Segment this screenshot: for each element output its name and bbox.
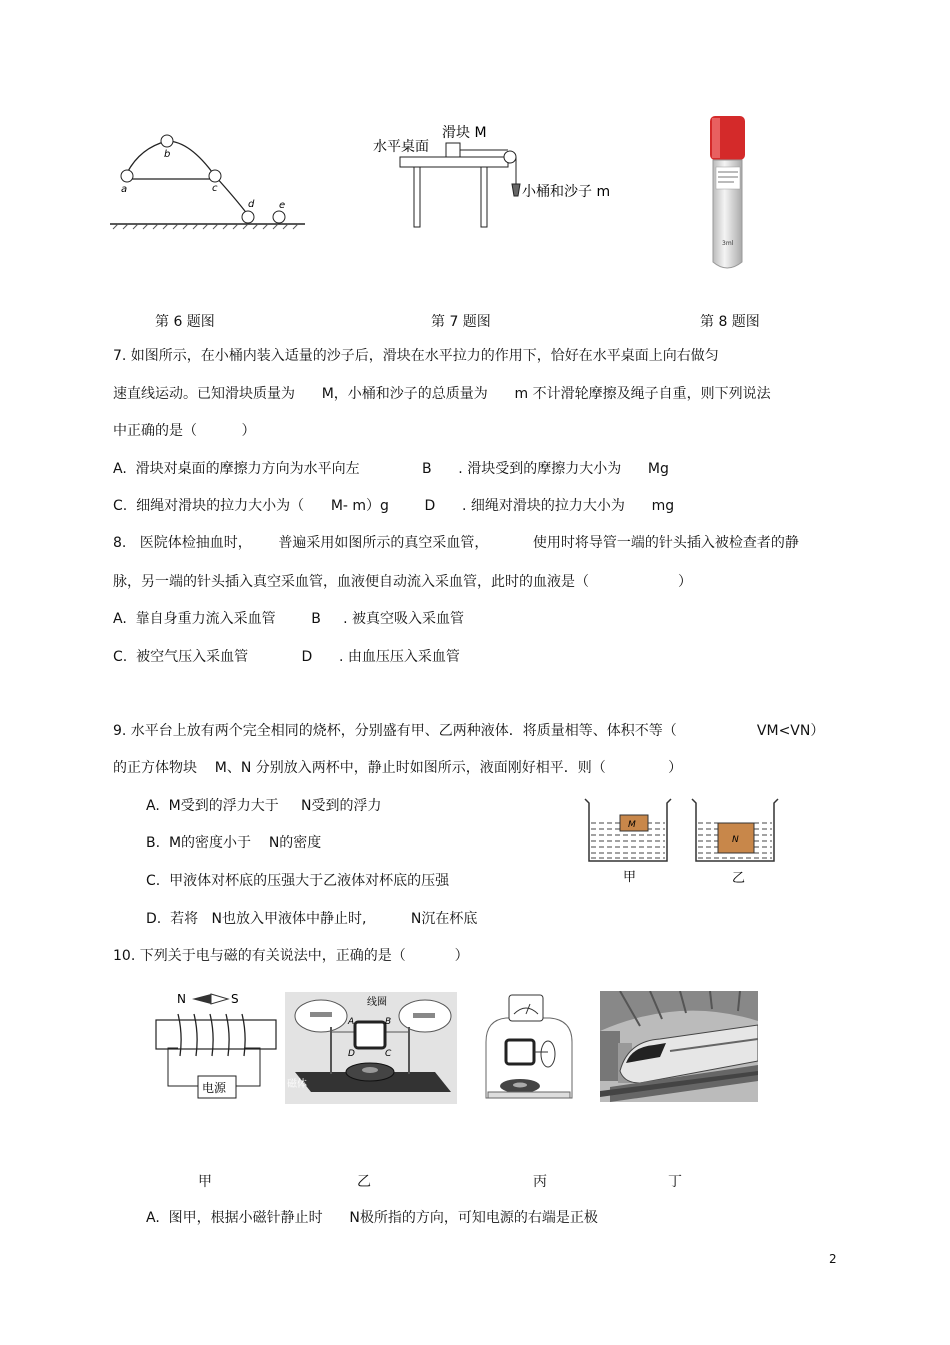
- q9-option-d: D. 若将 N也放入甲液体中静止时, N沉在杯底: [146, 911, 478, 927]
- q9-stem-line-1: 9. 水平台上放有两个完全相同的烧杯，分别盛有甲、乙两种液体．将质量相等、体积不等（ VM<VN）: [113, 723, 825, 739]
- q9-option-b: B. M的密度小于 N的密度: [146, 835, 322, 851]
- q10-caption-ding: 丁: [668, 1174, 682, 1190]
- label-e: e: [279, 200, 286, 211]
- q9-option-a: A. M受到的浮力大于 N受到的浮力: [146, 798, 382, 814]
- power-label: 电源: [202, 1081, 227, 1095]
- q7-option-ab: A. 滑块对桌面的摩擦力方向为水平向左 B . 滑块受到的摩擦力大小为 Mg: [113, 461, 669, 477]
- pulley: [504, 151, 516, 163]
- q8-option-cd: C. 被空气压入采血管 D . 由血压压入采血管: [113, 649, 460, 665]
- block-n-label: N: [732, 835, 739, 845]
- q8-option-ab: A. 靠自身重力流入采血管 B . 被真空吸入采血管: [113, 611, 465, 627]
- beaker-jia-caption: 甲: [623, 870, 637, 885]
- q10-figure-ding-photo: [600, 991, 758, 1102]
- page-number: 2: [829, 1252, 837, 1266]
- q9-option-c: C. 甲液体对杯底的压强大于乙液体对杯底的压强: [146, 873, 450, 889]
- q10-figure-yi: [285, 992, 457, 1104]
- q7-stem-line-1: 7. 如图所示，在小桶内装入适量的沙子后，滑块在水平拉力的作用下，恰好在水平桌面上向右做匀: [113, 348, 719, 364]
- q7-stem-line-2: 速直线运动。已知滑块质量为 M，小桶和沙子的总质量为 m 不计滑轮摩擦及绳子自重，则下列说法: [113, 386, 771, 402]
- bucket-label: 小桶和沙子 m: [522, 184, 611, 200]
- ball-b: [161, 135, 173, 147]
- svg-text:A: A: [348, 1017, 355, 1027]
- fan-blade: [541, 1041, 555, 1067]
- beaker-yi-caption: 乙: [732, 871, 746, 886]
- caption-fig7: 第 7 题图: [431, 314, 491, 330]
- ball-c: [209, 170, 221, 182]
- q10-figure-jia: [150, 988, 280, 1106]
- label-c: c: [212, 183, 218, 194]
- block-m-label: M: [628, 820, 636, 830]
- svg-text:B: B: [385, 1017, 392, 1027]
- ball-a: [121, 170, 133, 182]
- needle-n-label: N: [177, 992, 186, 1006]
- figure-6: [105, 128, 305, 233]
- svg-text:D: D: [348, 1049, 355, 1059]
- magnet-label: 磁体: [287, 1079, 307, 1090]
- tube-volume-label: 3ml: [722, 240, 734, 247]
- q10-caption-yi: 乙: [357, 1174, 371, 1190]
- svg-text:C: C: [385, 1049, 392, 1059]
- q10-stem: 10. 下列关于电与磁的有关说法中，正确的是（ ）: [113, 948, 469, 964]
- q8-stem-line-1: 8. 医院体检抽血时， 普遍采用如图所示的真空采血管， 使用时将导管一端的针头插入被检查者的静: [113, 535, 799, 551]
- q9-beakers-figure: [580, 795, 790, 887]
- slider-label: 滑块 M: [442, 125, 487, 141]
- ball-d: [242, 211, 254, 223]
- bucket: [512, 184, 520, 196]
- coil-frame-bing: [506, 1040, 534, 1064]
- label-b: b: [164, 149, 171, 160]
- q10-caption-jia: 甲: [198, 1174, 212, 1190]
- solenoid-core: [156, 1020, 276, 1049]
- q7-option-cd: C. 细绳对滑块的拉力大小为（ M- m）g D . 细绳对滑块的拉力大小为 mg: [113, 498, 675, 514]
- q10-caption-bing: 丙: [533, 1174, 547, 1190]
- q8-stem-line-2: 脉，另一端的针头插入真空采血管，血液便自动流入采血管，此时的血液是（ ）: [113, 574, 693, 590]
- q10-option-a: A. 图甲，根据小磁针静止时 N极所指的方向，可知电源的右端是正极: [146, 1210, 598, 1226]
- table-top: [400, 157, 508, 167]
- table-label: 水平桌面: [373, 139, 429, 155]
- caption-fig8: 第 8 题图: [700, 314, 760, 330]
- q9-stem-line-2: 的正方体物块 M、N 分别放入两杯中，静止时如图所示，液面刚好相平．则（ ）: [113, 760, 683, 776]
- coil-frame: [355, 1022, 385, 1048]
- compass-needle: [192, 994, 211, 1004]
- figure-8: [700, 112, 760, 277]
- label-a: a: [121, 184, 128, 195]
- needle-s-label: S: [231, 992, 239, 1006]
- ball-e: [273, 211, 285, 223]
- slider-block: [446, 143, 460, 157]
- q7-stem-line-3: 中正确的是（ ）: [113, 423, 256, 439]
- coil-label: 线圈: [367, 997, 387, 1008]
- caption-fig6: 第 6 题图: [155, 314, 215, 330]
- q10-figure-bing: [476, 992, 580, 1106]
- figure-7: [370, 118, 640, 233]
- label-d: d: [248, 199, 255, 210]
